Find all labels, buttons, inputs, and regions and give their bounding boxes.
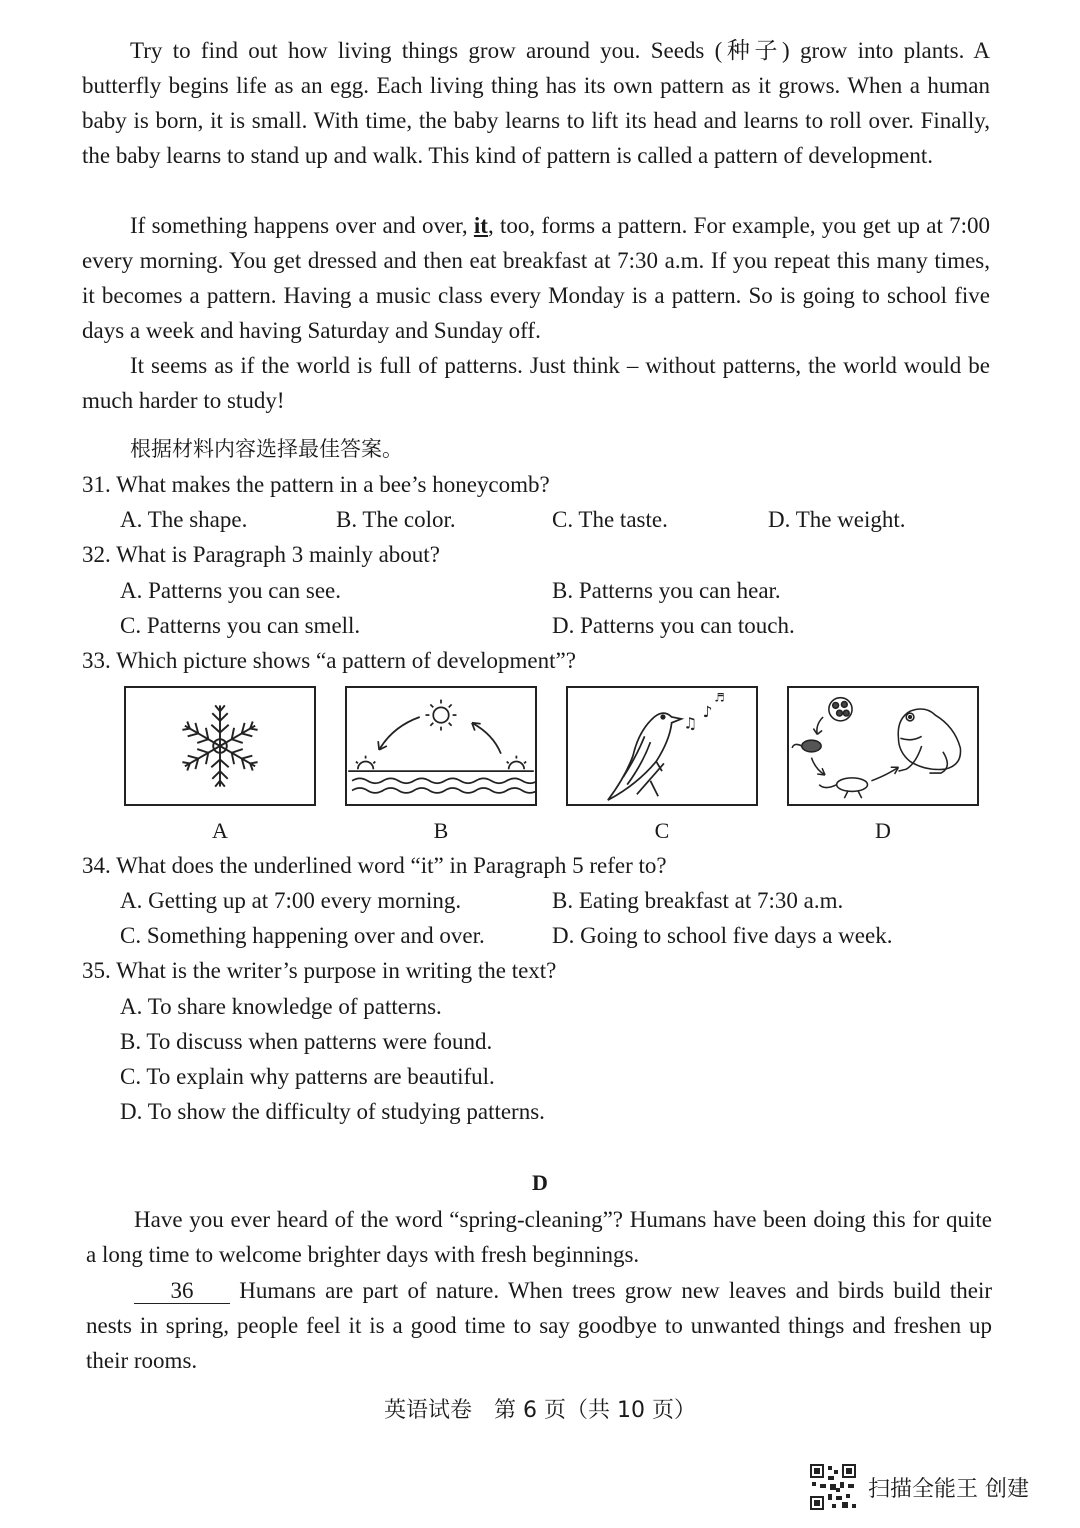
paragraph-2-before: If something happens over and over, — [130, 213, 474, 238]
q32-option-b: B. Patterns you can hear. — [552, 578, 781, 603]
svg-text:♪: ♪ — [702, 703, 713, 721]
picture-a — [124, 686, 316, 806]
picture-a-label: A — [212, 818, 228, 843]
paragraph-1: Try to find out how living things grow around you. Seeds (种子) grow into plants. A butterfly begins life as an egg. Each living thing has its own pattern as it grows. When a human baby is born, it is small. With time, the baby learns to lift its head and learns to roll over. Finally, the baby learns to stand up and walk. This kind of pattern is called a pattern of development. — [82, 38, 990, 168]
q32-option-a: A. Patterns you can see. — [120, 578, 341, 603]
q32-option-c: C. Patterns you can smell. — [120, 613, 361, 638]
svg-text:♬: ♬ — [714, 690, 725, 705]
q31-option-c: C. The taste. — [552, 507, 668, 532]
page-footer: 英语试卷 第 6 页（共 10 页） — [384, 1398, 696, 1423]
paragraph-2-after: , too, forms a pattern. For example, you get up at 7:00 every morning. You get dressed and then eat breakfast at 7:30 a.m. If you repeat this many times, it becomes a pattern. Having a music class every Monday is a pattern. So is going to school five days a week and having Saturday and Sunday off. — [82, 213, 990, 343]
question-35-stem: 35. What is the writer’s purpose in writing the text? — [82, 958, 557, 983]
picture-b — [345, 686, 537, 806]
picture-b-label: B — [433, 818, 449, 843]
section-d-paragraph-2 — [86, 1273, 992, 1378]
sun-path-icon — [347, 688, 535, 804]
q34-option-c: C. Something happening over and over. — [120, 923, 485, 948]
q35-option-d: D. To show the difficulty of studying patterns. — [120, 1099, 545, 1124]
q35-option-b: B. To discuss when patterns were found. — [120, 1029, 493, 1054]
q34-option-b: B. Eating breakfast at 7:30 a.m. — [552, 888, 844, 913]
snowflake-icon — [126, 688, 314, 804]
blank-36[interactable]: 36 — [134, 1279, 230, 1304]
question-31-stem: 31. What makes the pattern in a bee’s honeycomb? — [82, 472, 550, 497]
section-d-paragraph-1: Have you ever heard of the word “spring-cleaning”? Humans have been doing this for quite a long time to welcome brighter days with fresh beginnings. — [86, 1207, 992, 1267]
q35-option-c: C. To explain why patterns are beautiful. — [120, 1064, 495, 1089]
q31-option-a: A. The shape. — [120, 507, 248, 532]
question-34-stem: 34. What does the underlined word “it” in Paragraph 5 refer to? — [82, 853, 667, 878]
q31-option-b: B. The color. — [336, 507, 456, 532]
q35-option-a: A. To share knowledge of patterns. — [120, 994, 442, 1019]
svg-text:♫: ♫ — [683, 714, 698, 733]
underlined-word-it: it — [473, 213, 488, 238]
picture-c — [566, 686, 758, 806]
question-33-stem: 33. Which picture shows “a pattern of development”? — [82, 648, 576, 673]
instruction: 根据材料内容选择最佳答案。 — [130, 437, 403, 461]
section-d-title: D — [532, 1170, 548, 1195]
scanner-watermark — [808, 1462, 1058, 1512]
paragraph-2 — [82, 208, 990, 348]
scanner-watermark-text: 扫描全能王 创建 — [868, 1477, 1029, 1502]
picture-d-label: D — [875, 818, 891, 843]
qr-code-icon — [808, 1462, 858, 1512]
q34-option-a: A. Getting up at 7:00 every morning. — [120, 888, 462, 913]
frog-life-cycle-icon — [789, 688, 977, 804]
picture-d — [787, 686, 979, 806]
q31-option-d: D. The weight. — [768, 507, 906, 532]
singing-bird-icon — [568, 688, 756, 804]
section-d-paragraph-2-text: Humans are part of nature. When trees grow new leaves and birds build their nests in spring, people feel it is a good time to say goodbye to unwanted things and freshen up their rooms. — [86, 1278, 992, 1373]
question-32-stem: 32. What is Paragraph 3 mainly about? — [82, 542, 440, 567]
q32-option-d: D. Patterns you can touch. — [552, 613, 795, 638]
paragraph-3: It seems as if the world is full of patterns. Just think – without patterns, the world would be much harder to study! — [82, 353, 990, 413]
q34-option-d: D. Going to school five days a week. — [552, 923, 893, 948]
picture-c-label: C — [654, 818, 670, 843]
